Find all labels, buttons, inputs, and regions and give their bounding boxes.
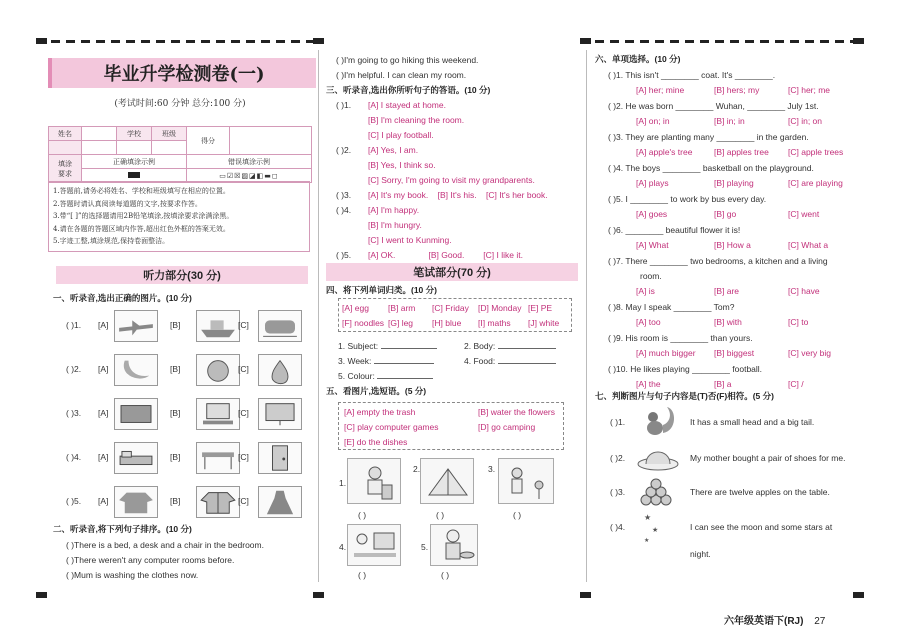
q6-option[interactable]: [B] How a	[714, 240, 751, 250]
page-footer	[724, 612, 825, 627]
q6-question: ( )4. The boys ________ basketball on the playground.	[608, 163, 814, 173]
q3-option[interactable]: [C] Sorry, I'm going to visit my grandparents.	[368, 175, 535, 185]
q2-item: ( )Mum is washing the clothes now.	[66, 570, 199, 580]
name-field[interactable]	[82, 127, 117, 141]
airplane-icon	[114, 310, 158, 342]
q4-category-label: 2. Body:	[464, 341, 496, 351]
q6-question: ( )8. May I speak ________ Tom?	[608, 302, 735, 312]
q6-option[interactable]: [B] playing	[714, 178, 754, 188]
q4-word: [J] white	[528, 318, 560, 328]
q4-word: [E] PE	[528, 303, 553, 313]
q7-text: I can see the moon and some stars at	[690, 522, 833, 532]
writing-section-title: 笔试部分(70 分)	[326, 263, 578, 281]
q1-option[interactable]: [C]	[238, 364, 249, 374]
q4-word: [A] egg	[342, 303, 369, 313]
svg-text:★: ★	[652, 527, 659, 534]
q1-option[interactable]: [A]	[98, 364, 109, 374]
score-label: 得分	[187, 127, 230, 155]
q4-title: 四、将下列单词归类。(10 分)	[326, 285, 437, 295]
corner-mark	[36, 592, 47, 598]
q5-phrase: [C] play computer games	[344, 422, 439, 432]
corner-mark	[313, 38, 324, 44]
q1-option[interactable]: [B]	[170, 452, 181, 462]
school-label: 学校	[117, 127, 152, 141]
q7-text: My mother bought a pair of shoes for me.	[690, 453, 846, 463]
q6-option[interactable]: [B] a	[714, 379, 732, 389]
school-field-2[interactable]	[117, 141, 152, 155]
q6-question: ( )10. He likes playing ________ football.	[608, 364, 763, 374]
q5-title: 五、看图片,选短语。(5 分)	[326, 386, 427, 396]
q1-num: ( )5.	[66, 496, 82, 506]
q6-option[interactable]: [A] on; in	[636, 116, 670, 126]
q7-text: night.	[690, 549, 711, 559]
dishes-picture	[430, 524, 478, 566]
q6-option[interactable]: [C] have	[788, 286, 820, 296]
listening-section-title: 听力部分(30 分)	[56, 266, 308, 284]
q5-num: 3.	[488, 464, 496, 474]
q7-num: ( )3.	[610, 487, 626, 497]
q5-phrase: [B] water the flowers	[478, 407, 556, 417]
q6-question: ( )9. His room is ________ than yours.	[608, 333, 753, 343]
q7-num: ( )4.	[610, 522, 626, 532]
moon-stars-icon	[640, 508, 684, 546]
answer-blank[interactable]	[381, 340, 437, 349]
q7-num: ( )1.	[610, 417, 626, 427]
q4-word: [I] maths	[478, 318, 511, 328]
answer-blank[interactable]	[498, 355, 556, 364]
q6-option[interactable]: [A] goes	[636, 209, 668, 219]
answer-blank[interactable]	[374, 355, 434, 364]
dress-icon	[258, 486, 302, 518]
correct-fill-label: 正确填涂示例	[82, 155, 187, 169]
q1-num: ( )4.	[66, 452, 82, 462]
q1-option[interactable]: [C]	[238, 452, 249, 462]
q5-paren[interactable]: ( )	[436, 510, 445, 520]
q4-word: [C] Friday	[432, 303, 469, 313]
q1-num: ( )2.	[66, 364, 82, 374]
q2-item: ( )I'm going to go hiking this weekend.	[336, 55, 479, 65]
jacket-icon	[196, 486, 240, 518]
q4-word: [F] noodles	[342, 318, 385, 328]
q6-question: ( )6. ________ beautiful flower it is!	[608, 225, 741, 235]
q6-option[interactable]: [C] to	[788, 317, 809, 327]
q2-title: 二、听录音,将下列句子排序。(10 分)	[53, 524, 192, 534]
q3-option[interactable]: [A] Yes, I am.	[368, 145, 419, 155]
answer-blank[interactable]	[498, 340, 556, 349]
q2-item: ( )I'm helpful. I can clean my room.	[336, 70, 467, 80]
q6-option[interactable]: [B] are	[714, 286, 740, 296]
q6-option[interactable]: [A] is	[636, 286, 655, 296]
q3-num: ( )2.	[336, 145, 352, 155]
q4-word: [B] arm	[388, 303, 416, 313]
q1-option[interactable]: [A]	[98, 320, 109, 330]
q3-option[interactable]: [C] I went to Kunming.	[368, 235, 452, 245]
q6-question: ( )1. This isn't ________ coat. It's ________.	[608, 70, 776, 80]
q6-option[interactable]: [C] apple trees	[788, 147, 844, 157]
q7-text: It has a small head and a big tail.	[690, 417, 815, 427]
note-line: 2.答题时请认真阅读每道题的文字,按要求作答。	[53, 199, 202, 208]
q3-option[interactable]: [C] I play football.	[368, 130, 434, 140]
q4-category-label: 4. Food:	[464, 356, 496, 366]
q3-option[interactable]: [B] I'm cleaning the room.	[368, 115, 465, 125]
q6-option[interactable]: [C] in; on	[788, 116, 823, 126]
q5-phrase: [E] do the dishes	[344, 437, 408, 447]
squirrel-icon	[637, 403, 679, 439]
q1-option[interactable]: [B]	[170, 364, 181, 374]
q7-text: There are twelve apples on the table.	[690, 487, 830, 497]
q4-category	[338, 354, 434, 369]
q6-option[interactable]: [C] very big	[788, 348, 831, 358]
info-table	[48, 126, 312, 183]
exam-title: 毕业升学检测卷(一)	[48, 58, 316, 88]
q4-category	[464, 339, 556, 354]
top-dash-right	[580, 40, 862, 43]
q6-option[interactable]: [B] go	[714, 209, 737, 219]
q2-item: ( )There is a bed, a desk and a chair in the bedroom.	[66, 540, 264, 550]
q6-option[interactable]: [B] biggest	[714, 348, 755, 358]
q4-category	[338, 369, 433, 384]
q3-option[interactable]: [B] I'm hungry.	[368, 220, 422, 230]
q6-option[interactable]: [B] with	[714, 317, 742, 327]
answer-blank[interactable]	[377, 370, 433, 379]
corner-mark	[36, 38, 47, 44]
q3-option[interactable]: [A] I stayed at home.	[368, 100, 446, 110]
desk-icon	[196, 442, 240, 474]
corner-mark	[313, 592, 324, 598]
q6-option[interactable]: [A] much bigger	[636, 348, 696, 358]
page-number: 27	[814, 616, 826, 627]
trash-picture	[347, 458, 401, 504]
name-label: 姓名	[49, 127, 82, 141]
exam-subtitle: (考试时间:60 分钟 总分:100 分)	[114, 99, 246, 109]
school-field[interactable]	[82, 141, 117, 155]
q3-option[interactable]: [B] Yes, I think so.	[368, 160, 436, 170]
q3-num: ( )1.	[336, 100, 352, 110]
computer-icon	[196, 398, 240, 430]
q4-word: [D] Monday	[478, 303, 522, 313]
q6-option[interactable]: [C] went	[788, 209, 820, 219]
wrong-fill-label: 错误填涂示例	[187, 155, 312, 169]
q1-option[interactable]: [B]	[170, 496, 181, 506]
q3-num: ( )3.	[336, 190, 352, 200]
q2-item: ( )There weren't any computer rooms before.	[66, 555, 235, 565]
q6-option[interactable]: [C] are playing	[788, 178, 843, 188]
q6-option[interactable]: [B] apples tree	[714, 147, 769, 157]
q6-question: ( )5. I ________ to work by bus every day.	[608, 194, 767, 204]
fill-label-line1: 填涂	[58, 159, 72, 168]
corner-mark	[580, 592, 591, 598]
train-icon	[258, 310, 302, 342]
bed-icon	[114, 442, 158, 474]
q4-category-label: 1. Subject:	[338, 341, 379, 351]
corner-mark	[853, 592, 864, 598]
q6-question-cont: room.	[640, 271, 662, 281]
note-line: 4.请在各题的答题区域内作答,超出红色外框的答案无效。	[53, 224, 230, 233]
footer-label: 六年级英语下(RJ)	[724, 616, 804, 627]
q5-num: 2.	[413, 464, 421, 474]
svg-text:★: ★	[644, 513, 652, 522]
tv-icon	[258, 398, 302, 430]
q3-option-line[interactable]: [A] It's my book. [B] It's his. [C] It's her book.	[368, 190, 548, 200]
wrong-fill-sample: ▭☑☒▨◪◧▬◻	[187, 169, 312, 183]
fill-label	[49, 155, 82, 183]
q4-category	[464, 354, 556, 369]
q1-option[interactable]: [C]	[238, 408, 249, 418]
q5-paren[interactable]: ( )	[358, 570, 367, 580]
top-dash-left	[36, 40, 322, 43]
q4-category-label: 3. Week:	[338, 356, 372, 366]
q6-option[interactable]: [C] her; me	[788, 85, 831, 95]
q1-num: ( )1.	[66, 320, 82, 330]
note-line: 3.带“[ ]”的选择题请用2B铅笔填涂,按填涂要求涂满涂黑。	[53, 212, 234, 220]
q6-option[interactable]: [A] What	[636, 240, 669, 250]
q6-option[interactable]: [A] the	[636, 379, 661, 389]
q1-option[interactable]: [C]	[238, 496, 249, 506]
pear-icon	[258, 354, 302, 386]
hat-icon	[636, 440, 680, 474]
q7-num: ( )2.	[610, 453, 626, 463]
note-line: 1.答题前,请务必将姓名、学校和班级填写在相应的位置。	[53, 187, 230, 195]
q1-option[interactable]: [A]	[98, 496, 109, 506]
q6-option[interactable]: [C] /	[788, 379, 804, 389]
exam-notes	[48, 181, 310, 252]
q5-num: 4.	[339, 542, 347, 552]
q1-option[interactable]: [B]	[170, 408, 181, 418]
q6-question: ( )7. There ________ two bedrooms, a kitchen and a living	[608, 256, 828, 266]
column-divider	[318, 50, 319, 582]
q6-option[interactable]: [A] apple's tree	[636, 147, 693, 157]
corner-mark	[580, 38, 591, 44]
q6-option[interactable]: [C] What a	[788, 240, 829, 250]
q1-option[interactable]: [C]	[238, 320, 249, 330]
q6-option[interactable]: [B] in; in	[714, 116, 745, 126]
q6-title: 六、单项选择。(10 分)	[595, 54, 681, 64]
blackboard-icon	[114, 398, 158, 430]
q4-category-label: 5. Colour:	[338, 371, 375, 381]
q6-question: ( )3. They are planting many ________ in the garden.	[608, 132, 809, 142]
q5-paren[interactable]: ( )	[513, 510, 522, 520]
q3-num: ( )5.	[336, 250, 352, 260]
q5-num: 5.	[421, 542, 429, 552]
computer-games-picture	[347, 524, 401, 566]
orange-icon	[196, 354, 240, 386]
fill-label-line2: 要求	[58, 169, 72, 178]
door-icon	[258, 442, 302, 474]
q1-title: 一、听录音,选出正确的图片。(10 分)	[53, 293, 192, 303]
class-label: 班级	[152, 127, 187, 141]
q3-option-line[interactable]: [A] OK. [B] Good. [C] I like it.	[368, 250, 523, 260]
q7-title: 七、判断图片与句子内容是(T)否(F)相符。(5 分)	[595, 391, 774, 401]
q1-option[interactable]: [B]	[170, 320, 181, 330]
q5-phrase: [D] go camping	[478, 422, 536, 432]
q4-word: [G] leg	[388, 318, 414, 328]
flowers-picture	[498, 458, 554, 504]
q3-option[interactable]: [A] I'm happy.	[368, 205, 420, 215]
q5-paren[interactable]: ( )	[358, 510, 367, 520]
q6-question: ( )2. He was born ________ Wuhan, ________ July 1st.	[608, 101, 819, 111]
banana-icon	[114, 354, 158, 386]
score-field[interactable]	[230, 127, 312, 155]
q1-option[interactable]: [A]	[98, 452, 109, 462]
q6-option[interactable]: [A] too	[636, 317, 661, 327]
q1-num: ( )3.	[66, 408, 82, 418]
camping-picture	[420, 458, 474, 504]
q5-num: 1.	[339, 478, 347, 488]
q5-phrase: [A] empty the trash	[344, 407, 416, 417]
q6-option[interactable]: [B] hers; my	[714, 85, 760, 95]
q6-option[interactable]: [A] her; mine	[636, 85, 685, 95]
q1-option[interactable]: [A]	[98, 408, 109, 418]
svg-text:★: ★	[644, 538, 650, 544]
q3-title: 三、听录音,选出你所听句子的答语。(10 分)	[326, 85, 491, 95]
q4-word: [H] blue	[432, 318, 462, 328]
q3-num: ( )4.	[336, 205, 352, 215]
ship-icon	[196, 310, 240, 342]
q5-paren[interactable]: ( )	[441, 570, 450, 580]
note-line: 5.字迹工整,填涂规范,保持卷面整洁。	[53, 237, 170, 245]
apples-icon	[634, 474, 682, 508]
q4-category	[338, 339, 437, 354]
sweater-icon	[114, 486, 158, 518]
class-field[interactable]	[152, 141, 187, 155]
column-divider	[586, 50, 587, 582]
q6-option[interactable]: [A] plays	[636, 178, 669, 188]
corner-mark	[853, 38, 864, 44]
